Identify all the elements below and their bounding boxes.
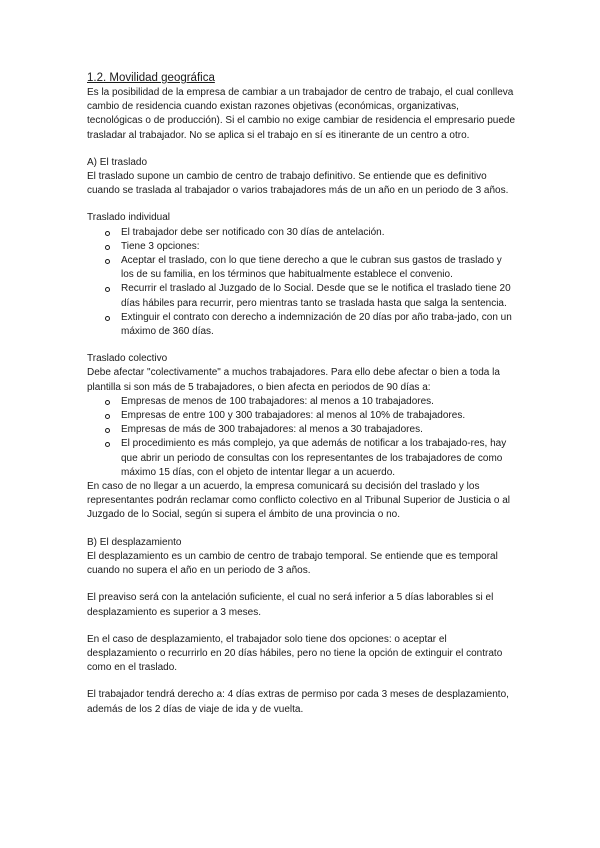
list-item: Empresas de más de 300 trabajadores: al menos a 30 trabajadores. [87, 423, 517, 437]
list-item: Empresas de entre 100 y 300 trabajadores: al menos al 10% de trabajadores. [87, 409, 517, 423]
desplazamiento-paragraph-2: El preaviso será con la antelación suficiente, el cual no será inferior a 5 días laborables si el desplazamiento es superior a 3 meses. [87, 592, 494, 618]
list-item: Recurrir el traslado al Juzgado de lo Social. Desde que se le notifica el traslado tiene 20 días hábiles para recurrir, pero mientras tanto se traslada hasta que salga la sentencia. [87, 282, 517, 310]
desplazamiento-paragraph-1: El desplazamiento es un cambio de centro de trabajo temporal. Se entiende que es temporal cuando no supera el año en un periodo de 3 años. [87, 550, 498, 577]
traslado-paragraph: El traslado supone un cambio de centro de trabajo definitivo. Se entiende que es definitivo cuando se traslada al trabajador o varios trabajadores más de un año en un periodo de 3 años. [87, 171, 509, 197]
traslado-colectivo-paragraph: Debe afectar "colectivamente" a muchos trabajadores. Para ello debe afectar o bien a toda la plantilla si son más de 5 trabajadores, o bien afecta en periodos de 90 días a: [87, 367, 500, 393]
list-item: Empresas de menos de 100 trabajadores: al menos a 10 trabajadores. [87, 395, 517, 409]
list-item: Aceptar el traslado, con lo que tiene derecho a que le cubran sus gastos de traslado y los de su familia, en los términos que habitualmente establece el convenio. [87, 254, 517, 282]
traslado-colectivo-heading: Traslado colectivo [87, 353, 168, 365]
list-item: Extinguir el contrato con derecho a indemnización de 20 días por año traba-jado, con un máximo de 360 días. [87, 311, 517, 339]
desplazamiento-paragraph-3: En el caso de desplazamiento, el trabajador solo tiene dos opciones: o aceptar el desplazamiento o recurrirlo en 20 días hábiles, pero no tiene la opción de extinguir el contrato como en el traslado. [87, 633, 503, 674]
traslado-individual-heading: Traslado individual [87, 212, 171, 224]
section-title: 1.2. Movilidad geográfica [87, 72, 215, 84]
traslado-colectivo-list [87, 395, 517, 480]
traslado-colectivo-outro: En caso de no llegar a un acuerdo, la empresa comunicará su decisión del traslado y los representantes podrán reclamar como conflicto colectivo en al Tribunal Superior de Justicia o al Juzgado de lo Social, según si supera el ámbito de una provincia o no. [87, 481, 510, 521]
desplazamiento-heading: B) El desplazamiento [87, 536, 182, 548]
list-item: El trabajador debe ser notificado con 30 días de antelación. [87, 226, 517, 240]
intro-paragraph: Es la posibilidad de la empresa de cambiar a un trabajador de centro de trabajo, el cual conlleva cambio de residencia cuando existan razones objetivas (económicas, organizativas, tecnológicas o de producción). Si el cambio no exige cambiar de residencia el empresario puede trasladar al trabajador. No se aplica si el trabajo en sí es itinerante de un centro a otro. [87, 87, 516, 141]
list-item: El procedimiento es más complejo, ya que además de notificar a los trabajado-res, hay que abrir un periodo de consultas con los representantes de los trabajadores de como máximo 15 días, con el objeto de intentar llegar a un acuerdo. [87, 437, 517, 480]
document-content [87, 70, 517, 717]
list-item: Tiene 3 opciones: [87, 240, 517, 254]
desplazamiento-paragraph-4: El trabajador tendrá derecho a: 4 días extras de permiso por cada 3 meses de desplazamiento, además de los 2 días de viaje de ida y de vuelta. [87, 689, 509, 715]
traslado-individual-list [87, 226, 517, 340]
traslado-heading: A) El traslado [87, 156, 148, 168]
